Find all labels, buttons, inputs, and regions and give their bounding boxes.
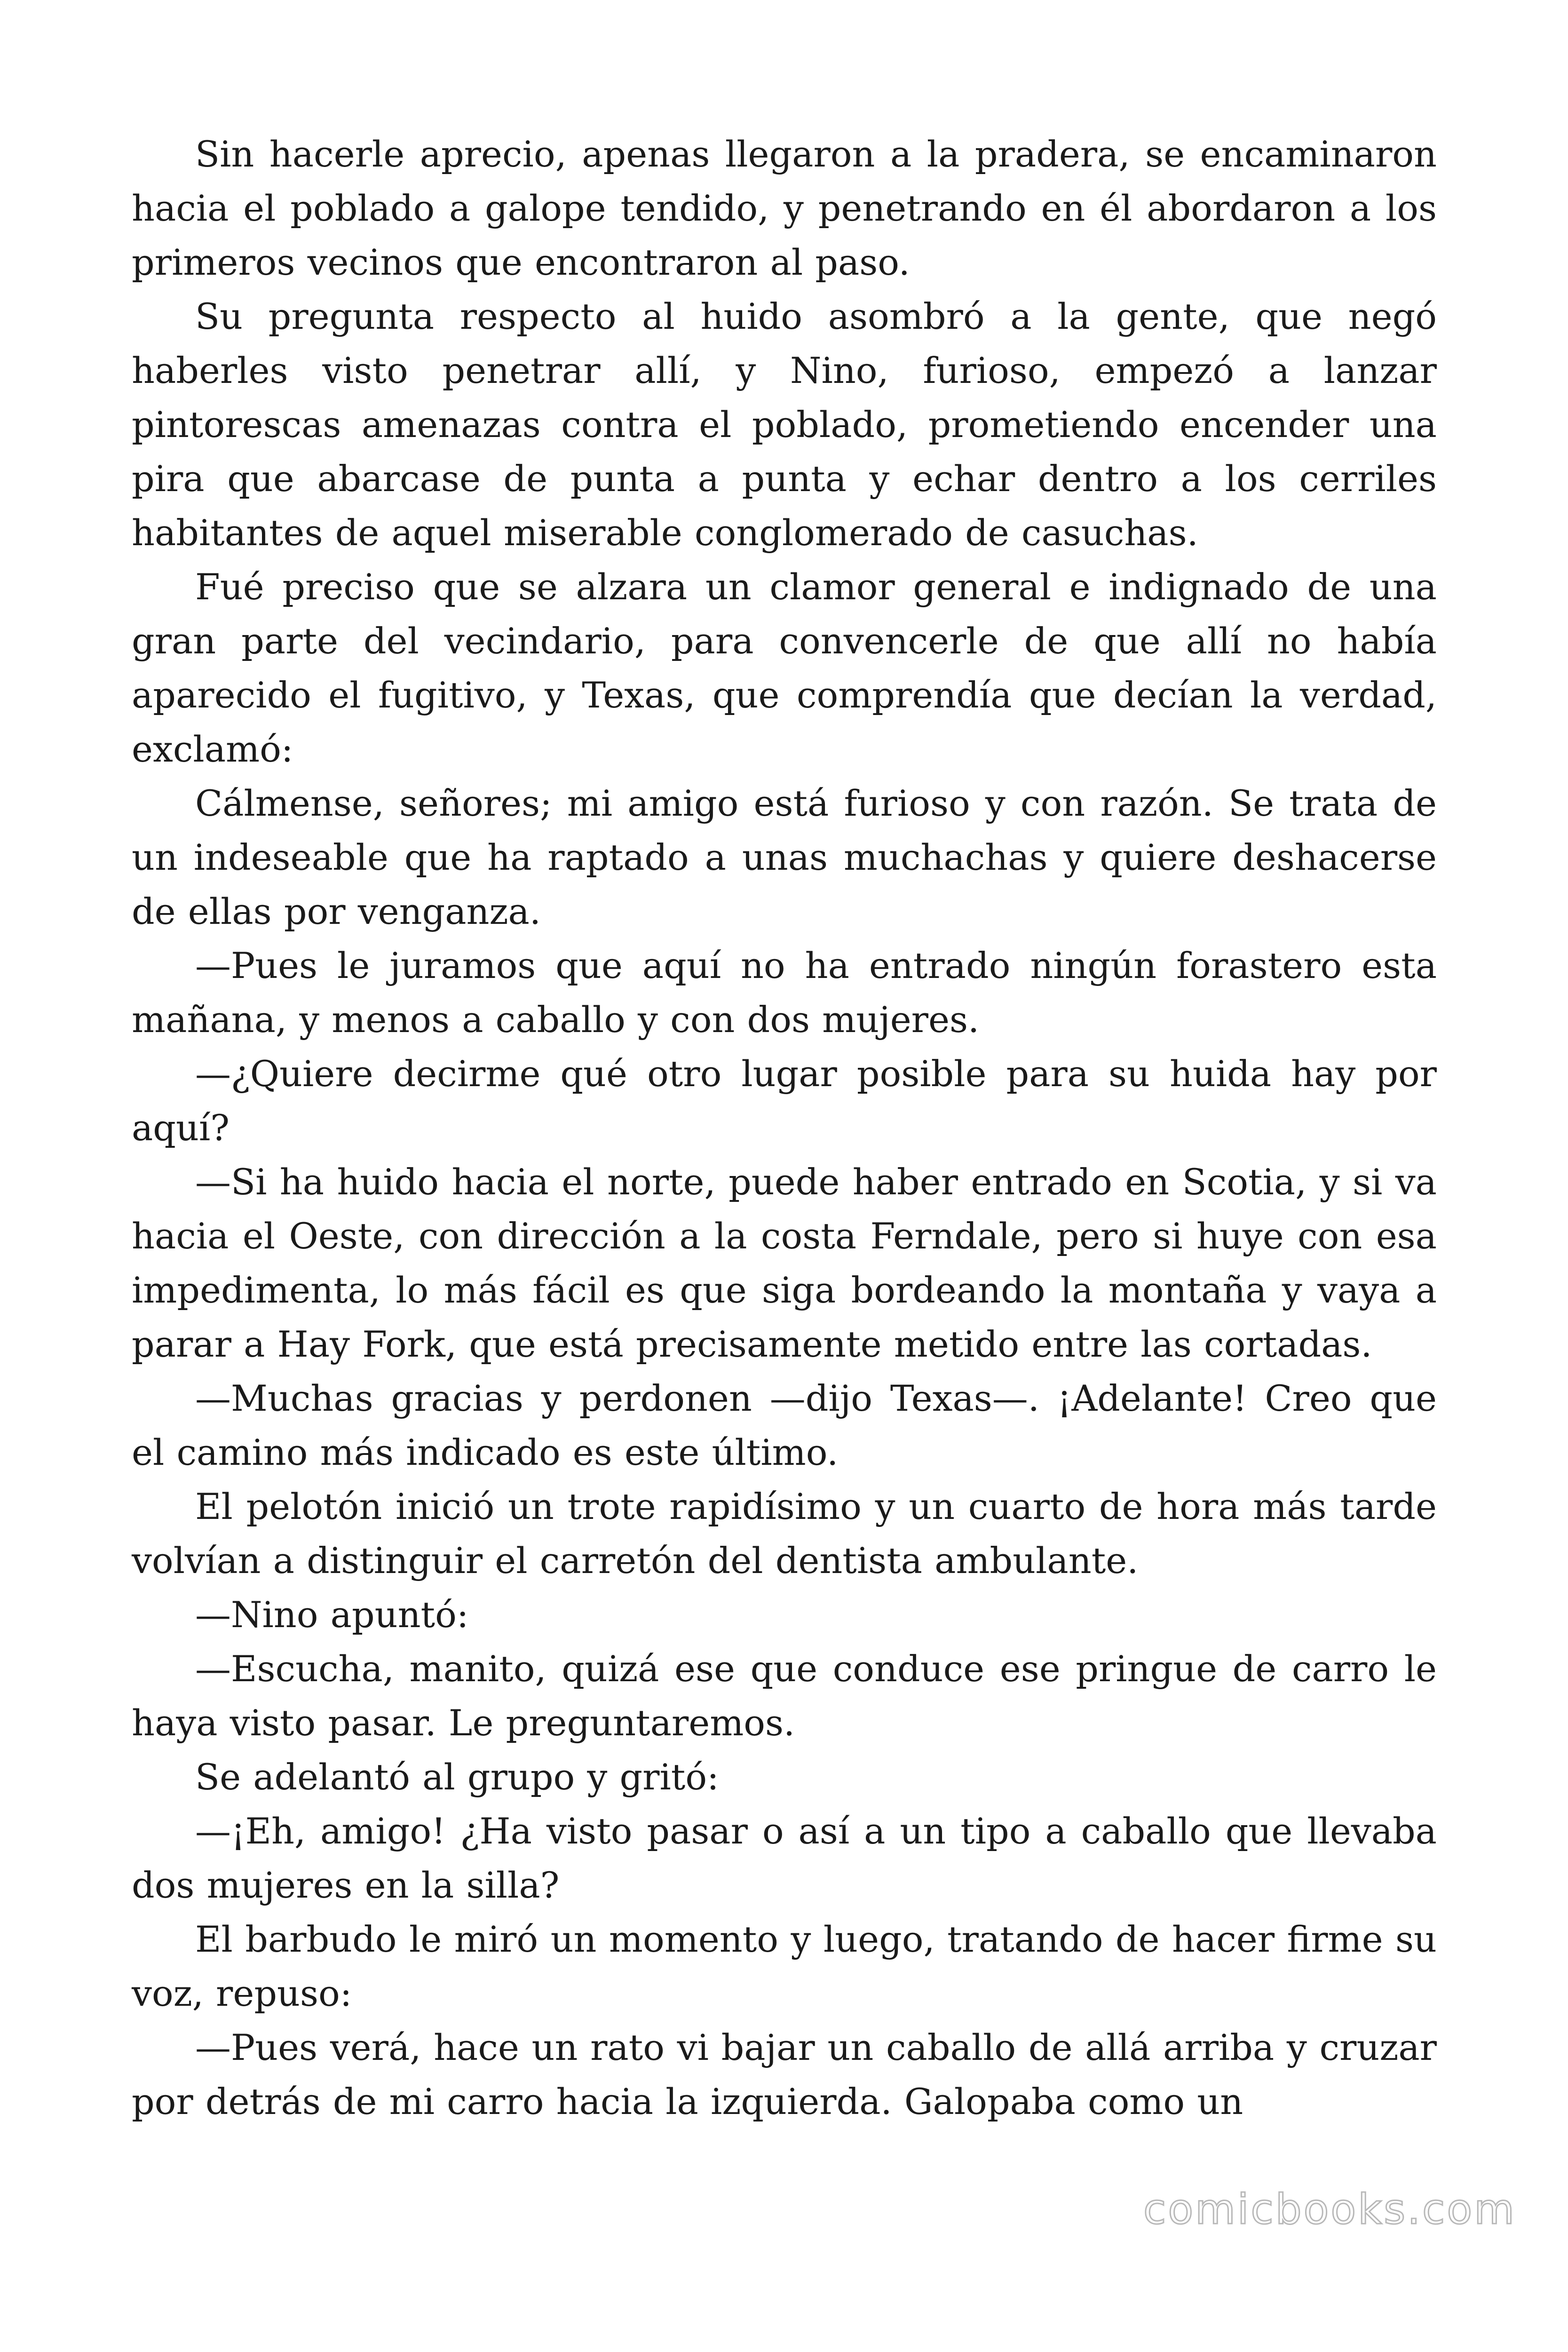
paragraph-3: Fué preciso que se alzara un clamor general e indignado de una gran parte del vecindario, para convencerle de que allí no había aparecido el fugitivo, y Texas, que comprendía que decían la verdad, exclamó: [132, 566, 1437, 770]
paragraph-7: —Si ha huido hacia el norte, puede haber entrado en Scotia, y si va hacia el Oeste, con dirección a la costa Ferndale, pero si huye con esa impedimenta, lo más fácil es que siga bordeando la montaña y vaya a parar a Hay Fork, que está precisamente metido entre las cortadas. [132, 1161, 1437, 1365]
paragraph-4: Cálmense, señores; mi amigo está furioso y con razón. Se trata de un indeseable que ha raptado a unas muchachas y quiere deshacerse de ellas por venganza. [132, 782, 1437, 932]
paragraph-6: —¿Quiere decirme qué otro lugar posible para su huida hay por aquí? [132, 1053, 1437, 1149]
paragraph-13: —¡Eh, amigo! ¿Ha visto pasar o así a un tipo a caballo que llevaba dos mujeres en la silla? [132, 1810, 1437, 1906]
watermark: comicbooks.com [1143, 2185, 1516, 2233]
paragraph-5: —Pues le juramos que aquí no ha entrado ningún forastero esta mañana, y menos a caballo y con dos mujeres. [132, 945, 1437, 1041]
paragraph-10: —Nino apuntó: [195, 1594, 469, 1636]
paragraph-9: El pelotón inició un trote rapidísimo y un cuarto de hora más tarde volvían a distinguir el carretón del dentista ambulante. [132, 1486, 1437, 1581]
paragraph-2: Su pregunta respecto al huido asombró a la gente, que negó haberles visto penetrar allí, y Nino, furioso, empezó a lanzar pintorescas amenazas contra el poblado, prometiendo encender una pira que abarcase de punta a punta y echar dentro a los cerriles habitantes de aquel miserable conglomerado de casuchas. [132, 295, 1437, 554]
paragraph-12: Se adelantó al grupo y gritó: [195, 1756, 719, 1798]
paragraph-1: Sin hacerle aprecio, apenas llegaron a la pradera, se encaminaron hacia el poblado a galope tendido, y penetrando en él abordaron a los primeros vecinos que encontraron al paso. [132, 133, 1437, 283]
paragraph-8: —Muchas gracias y perdonen —dijo Texas—. ¡Adelante! Creo que el camino más indicado es este último. [132, 1377, 1437, 1473]
paragraph-14: El barbudo le miró un momento y luego, tratando de hacer firme su voz, repuso: [132, 1918, 1437, 2014]
paragraph-11: —Escucha, manito, quizá ese que conduce ese pringue de carro le haya visto pasar. Le preguntaremos. [132, 1648, 1437, 1744]
book-page [132, 127, 1437, 2129]
paragraph-15: —Pues verá, hace un rato vi bajar un caballo de allá arriba y cruzar por detrás de mi carro hacia la izquierda. Galopaba como un [132, 2026, 1437, 2122]
